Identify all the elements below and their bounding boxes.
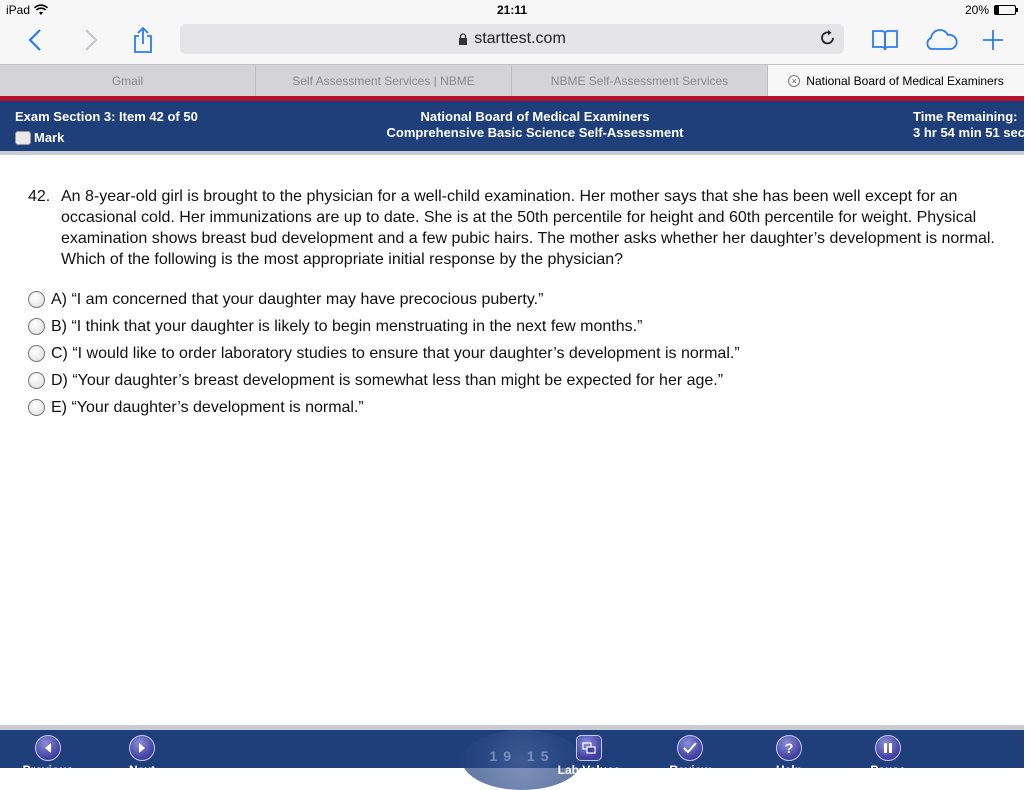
radio-icon[interactable]	[28, 345, 45, 362]
next-label: Next	[128, 763, 155, 777]
reload-button[interactable]	[820, 29, 836, 52]
tab-gmail[interactable]	[0, 65, 256, 96]
radio-icon[interactable]	[28, 291, 45, 308]
org-title: National Board of Medical Examiners	[420, 109, 650, 124]
tab-national-board-of-medical-examiners[interactable]	[768, 65, 1024, 96]
answer-option-label: B) “I think that your daughter is likely to begin menstruating in the next few months.”	[51, 317, 643, 335]
chevron-right-icon	[84, 28, 98, 52]
tab-label: Gmail	[111, 73, 144, 88]
address-bar[interactable]	[180, 24, 844, 54]
chevron-left-icon	[28, 28, 42, 52]
help-button[interactable]	[749, 735, 829, 777]
tab-label: Self Assessment Services | NBME	[292, 73, 475, 88]
question-stem	[28, 186, 1008, 270]
lab-values-icon	[576, 735, 602, 761]
previous-button[interactable]	[8, 735, 88, 777]
plus-icon	[982, 29, 1004, 51]
reload-icon	[820, 29, 836, 47]
header-divider	[0, 151, 1024, 155]
answer-option-e[interactable]	[28, 394, 1008, 421]
answer-option-label: C) “I would like to order laboratory studies to ensure that your daughter’s development is normal.”	[51, 344, 740, 362]
url-text: starttest.com	[474, 30, 566, 47]
tab-self-assessment-services-nbme[interactable]	[256, 65, 512, 96]
close-tab-icon[interactable]: ×	[788, 75, 800, 87]
review-button[interactable]	[650, 735, 730, 777]
lock-icon	[458, 33, 468, 45]
browser-toolbar	[0, 20, 1024, 64]
lab-values-label: Lab Values	[557, 763, 621, 777]
tab-bar	[0, 64, 1024, 96]
answer-option-a[interactable]	[28, 286, 1008, 313]
time-remaining-label: Time Remaining:	[913, 109, 1018, 124]
next-button[interactable]	[102, 735, 182, 777]
seal-text: 19 15	[489, 748, 555, 764]
share-icon	[132, 26, 154, 54]
new-tab-button[interactable]	[980, 24, 1006, 56]
help-label: Help	[775, 763, 802, 777]
question-text: An 8-year-old girl is brought to the physician for a well-child examination. Her mother says that she has been well except for an occasional cold. Her immunizations are up to date. She is at the 50th percentile for height and 60th percentile for weight. Physical examination shows breast bud development and a few pubic hairs. The mother asks whether her daughter’s development is normal. Which of the following is the most appropriate initial response by the physician?	[61, 188, 995, 268]
pause-icon	[875, 735, 901, 761]
battery-percent: 20%	[964, 3, 989, 17]
time-remaining-value: 3 hr 54 min 51 sec	[913, 125, 1025, 140]
answer-option-c[interactable]	[28, 340, 1008, 367]
pause-button[interactable]	[848, 735, 928, 777]
answer-option-b[interactable]	[28, 313, 1008, 340]
question-number: 42.	[28, 188, 51, 205]
battery-icon	[994, 5, 1016, 15]
answer-option-label: D) “Your daughter’s breast development is somewhat less than might be expected for her age.”	[51, 371, 724, 389]
exam-header	[0, 101, 1024, 151]
question-icon: ?	[776, 735, 802, 761]
exam-title: Comprehensive Basic Science Self-Assessment	[386, 125, 684, 140]
checkmark-icon	[677, 735, 703, 761]
status-bar	[0, 0, 1024, 20]
icloud-tabs-button[interactable]	[922, 24, 960, 56]
cloud-icon	[923, 29, 959, 51]
answer-option-label: E) “Your daughter’s development is normal.”	[51, 398, 364, 416]
back-button[interactable]	[22, 24, 48, 56]
review-label: Review	[669, 763, 711, 777]
radio-icon[interactable]	[28, 399, 45, 416]
book-icon	[871, 28, 899, 52]
clock: 21:11	[496, 3, 528, 17]
answer-option-label: A) “I am concerned that your daughter may have precocious puberty.”	[51, 290, 544, 308]
answer-options	[28, 286, 1008, 421]
arrow-left-icon	[35, 735, 61, 761]
radio-icon[interactable]	[28, 318, 45, 335]
radio-icon[interactable]	[28, 372, 45, 389]
lab-values-button[interactable]	[549, 735, 629, 777]
tab-label: NBME Self-Assessment Services	[550, 73, 729, 88]
share-button[interactable]	[130, 24, 156, 56]
mark-label: Mark	[34, 130, 65, 145]
answer-option-d[interactable]	[28, 367, 1008, 394]
device-name: iPad	[6, 3, 31, 17]
pause-label: Pause	[870, 763, 906, 777]
arrow-right-icon	[129, 735, 155, 761]
bookmarks-button[interactable]	[868, 24, 902, 56]
forward-button[interactable]	[78, 24, 104, 56]
section-item-indicator: Exam Section 3: Item 42 of 50	[15, 109, 198, 124]
tab-nbme-self-assessment-services[interactable]	[512, 65, 768, 96]
exam-footer	[0, 730, 1024, 777]
tab-label: National Board of Medical Examiners	[806, 73, 1004, 88]
previous-label: Previous	[22, 763, 74, 777]
